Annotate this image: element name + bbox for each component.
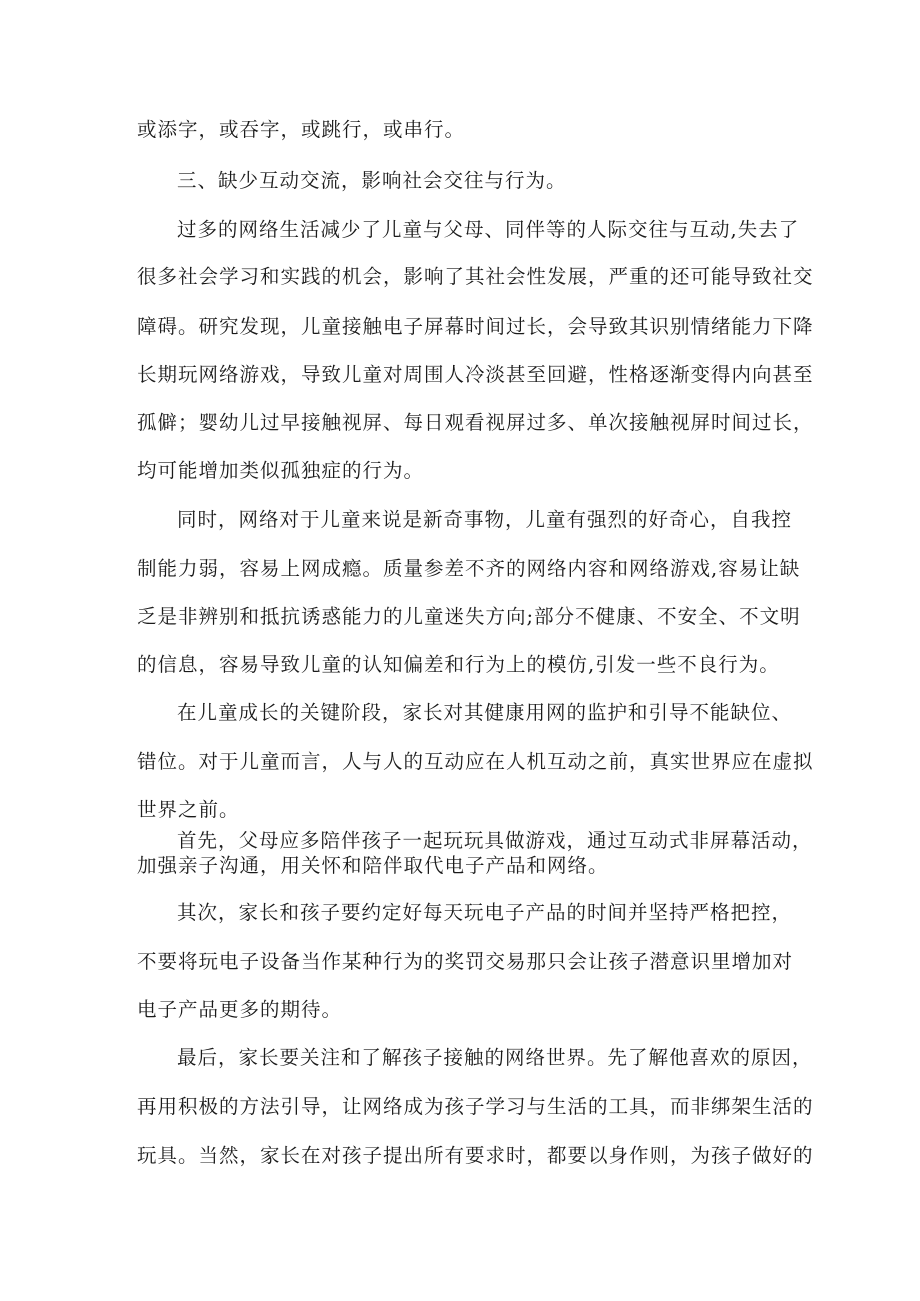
text-line: 最后，家长要关注和了解孩子接触的网络世界。先了解他喜欢的原因， <box>177 1046 813 1069</box>
text-line: 世界之前。 <box>137 798 240 821</box>
text-line: 均可能增加类似孤独症的行为。 <box>137 459 425 482</box>
section-heading: 三、缺少互动交流，影响社会交往与行为。 <box>177 169 567 192</box>
text-line: 很多社会学习和实践的机会，影响了其社会性发展，严重的还可能导致社交 <box>137 265 814 288</box>
text-line: 其次，家长和孩子要约定好每天玩电子产品的时间并坚持严格把控， <box>177 901 793 924</box>
text-line: 错位。对于儿童而言，人与人的互动应在人机互动之前，真实世界应在虚拟 <box>137 750 814 773</box>
text-line: 玩具。当然，家长在对孩子提出所有要求时，都要以身作则，为孩子做好的 <box>137 1144 814 1167</box>
text-line: 在儿童成长的关键阶段，家长对其健康用网的监护和引导不能缺位、 <box>177 701 793 724</box>
text-line: 加强亲子沟通，用关怀和陪伴取代电子产品和网络。 <box>137 854 609 877</box>
text-line: 或添字，或吞字，或跳行，或串行。 <box>137 118 466 141</box>
text-line: 的信息，容易导致儿童的认知偏差和行为上的模仿,引发一些不良行为。 <box>137 653 780 676</box>
text-line: 长期玩网络游戏，导致儿童对周围人冷淡甚至回避，性格逐渐变得内向甚至 <box>137 363 814 386</box>
text-line: 不要将玩电子设备当作某种行为的奖罚交易那只会让孩子潜意识里增加对 <box>137 950 794 973</box>
text-line: 乏是非辨别和抵抗诱惑能力的儿童迷失方向;部分不健康、不安全、不文明 <box>137 605 801 628</box>
text-line: 制能力弱，容易上网成瘾。质量参差不齐的网络内容和网络游戏,容易让缺 <box>137 557 801 580</box>
text-line: 再用积极的方法引导，让网络成为孩子学习与生活的工具，而非绑架生活的 <box>137 1095 814 1118</box>
text-line: 同时，网络对于儿童来说是新奇事物，儿童有强烈的好奇心，自我控 <box>177 508 793 531</box>
text-line: 障碍。研究发现，儿童接触电子屏幕时间过长，会导致其识别情绪能力下降 <box>137 315 814 338</box>
text-line: 孤僻；婴幼儿过早接触视屏、每日观看视屏过多、单次接触视屏时间过长， <box>137 411 814 434</box>
text-line: 过多的网络生活减少了儿童与父母、同伴等的人际交往与互动,失去了 <box>177 218 800 241</box>
text-line: 电子产品更多的期待。 <box>137 998 343 1021</box>
text-line: 首先，父母应多陪伴孩子一起玩玩具做游戏，通过互动式非屏幕活动， <box>177 829 813 852</box>
